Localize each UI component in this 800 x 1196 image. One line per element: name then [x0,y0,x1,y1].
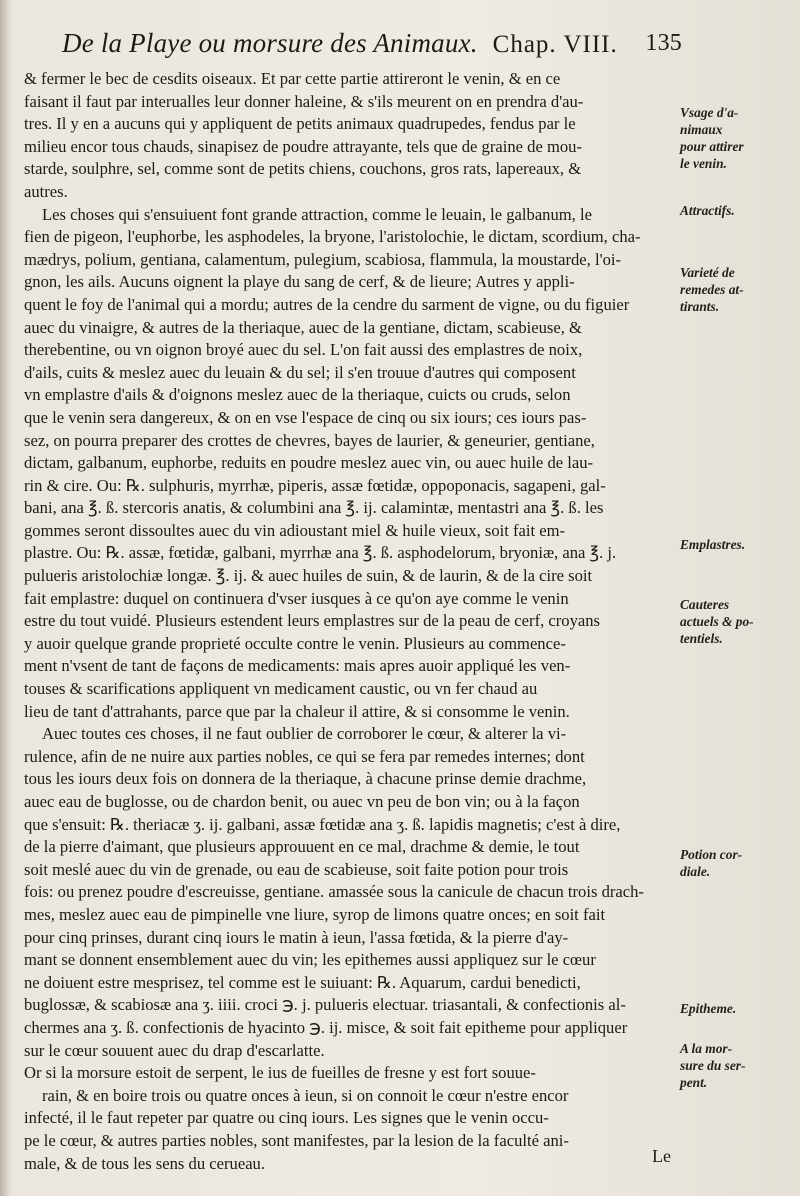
text-line: pe le cœur, & autres parties nobles, sont manifestes, par la lesion de la faculté ani- [24,1130,569,1150]
margin-note-serpent [680,1040,766,1091]
text-line: pour cinq prinses, durant cinq iours le matin à ieun, l'assa fœtida, & la pierre d'ay- [24,927,569,947]
text-line: fait emplastre: duquel on continuera d'vser iusques à ce qu'on aye comme le venin [24,588,569,608]
text-line: Auec toutes ces choses, il ne faut oublier de corroborer le cœur, & alterer la vi- [42,724,567,744]
text-line: lieu de tant d'attrahants, parce que par la chaleur il attire, & si consomme le venin. [24,701,570,721]
text-line: quent le foy de l'animal qui a mordu; autres de la cendre du sarment de vigne, ou du figuier [24,294,630,314]
margin-note-line: Attractifs. [680,203,735,218]
text-line: & fermer le bec de cesdits oiseaux. Et par cette partie attireront le venin, & en ce [24,69,561,88]
running-title: De la Playe ou morsure des Animaux. [62,28,478,58]
catchword: Le [652,1146,671,1166]
text-line: tres. Il y en a aucuns qui y appliquent de petits animaux quadrupedes, fendus par le [24,114,576,134]
text-line: bani, ana ℥. ß. stercoris anatis, & columbini ana ℥. ij. calamintæ, mentastri ana ℥. ß. les [24,498,604,518]
text-line: fois: ou prenez poudre d'escreuisse, gentiane. amassée sous la canicule de chacun trois drach- [24,882,644,902]
margin-note-variety-remedies [680,264,766,315]
margin-note-line: nimaux [680,122,723,137]
margin-note-line: sure du ser- [680,1058,746,1073]
text-line: tous les iours deux fois on donnera de la theriaque, à chacune prinse demie drachme, [24,769,587,789]
margin-note-potion-cordiale [680,846,766,880]
margin-note-line: Cauteres [680,597,730,612]
text-line: y auoir quelque grande proprieté occulte contre le venin. Plusieurs au commence- [24,633,566,653]
text-line: ment n'vsent de tant de façons de medicaments: mais apres auoir appliqué les ven- [24,656,571,676]
text-line: infecté, il le faut repeter par quatre ou cinq iours. Les signes que le venin occu- [24,1108,549,1128]
text-line: mant se donnent ensemblement auec du vin; les epithemes aussi appliquez sur le cœur [24,950,596,970]
text-line: dictam, galbanum, euphorbe, reduits en poudre meslez auec vin, ou auec huile de lau- [24,453,594,473]
margin-note-attractifs [680,202,766,219]
running-header [62,28,682,68]
margin-note-epitheme [680,1000,766,1017]
text-line: sez, on pourra preparer des crottes de chevres, bayes de laurier, & geneurier, gentiane, [24,430,595,450]
margin-note-line: A la mor- [680,1041,733,1056]
text-line: touses & scarifications appliquent vn medicament caustic, ou vn fer chaud au [24,679,538,699]
margin-note-line: diale. [680,864,711,879]
text-line: ne doiuent estre mesprisez, tel comme est le suiuant: ℞. Aquarum, cardui benedicti, [24,972,581,992]
text-line: faisant il faut par interualles leur donner haleine, & s'ils meurent on en prendra d'au- [24,91,584,111]
chapter-label: Chap. VIII. [492,31,618,58]
text-line: vn emplastre d'ails & d'oignons meslez auec de la theriaque, cuicts ou cruds, selon [24,385,571,405]
body-text [24,68,674,1175]
margin-note-line: Vsage d'a- [680,105,739,120]
margin-note-line: actuels & po- [680,614,754,629]
margin-note-line: le venin. [680,156,727,171]
text-line: autres. [24,181,68,201]
text-line: rulence, afin de ne nuire aux parties nobles, ce qui se fera par remedes internes; dont [24,746,585,766]
text-line: que le venin sera dangereux, & on en vse l'espace de cinq ou six iours; ces iours pas- [24,407,587,427]
page-gutter-shadow [0,0,10,1196]
text-line: mædrys, polium, gentiana, calamentum, pulegium, scabiosa, flammula, la moustarde, l'oi- [24,249,622,269]
text-line: mes, meslez auec eau de pimpinelle vne liure, syrop de limons quatre onces; en soit fait [24,904,606,924]
text-line: therebentine, ou vn oignon broyé auec du sel. L'on fait aussi des emplastres de noix, [24,340,583,360]
text-line: auec eau de buglosse, ou de chardon benit, ou auec vn peu de bon vin; ou à la façon [24,792,580,811]
text-line: fien de pigeon, l'euphorbe, les asphodeles, la bryone, l'aristolochie, le dictam, scordium, cha- [24,227,641,247]
text-line: Or si la morsure estoit de serpent, le ius de fueilles de fresne y est fort souue- [24,1063,536,1083]
margin-note-line: Emplastres. [680,537,746,552]
text-line: de la pierre d'aimant, que plusieurs approuuent en ce mal, drachme & demie, le tout [24,837,580,857]
margin-note-line: Varieté de [680,265,735,280]
text-line: rin & cire. Ou: ℞. sulphuris, myrrhæ, piperis, assæ fœtidæ, oppoponacis, sagapeni, gal- [24,475,606,495]
margin-note-line: remedes at- [680,282,744,297]
text-line: rain, & en boire trois ou quatre onces à ieun, si on connoit le cœur n'estre encor [42,1085,569,1105]
text-line: Les choses qui s'ensuiuent font grande attraction, comme le leuain, le galbanum, le [42,204,592,224]
text-line: male, & de tous les sens du cerueau. [24,1153,265,1173]
margin-note-line: Epitheme. [680,1001,737,1016]
text-line: estre du tout vuidé. Plusieurs estendent leurs emplastres sur de la peau de cerf, croyans [24,611,600,631]
text-line: chermes ana ʒ. ß. confectionis de hyacinto ℈. ij. misce, & soit fait epitheme pour appliquer [24,1017,628,1037]
text-line: starde, soulphre, sel, comme sont de petits chiens, couchons, gros rats, lapereaux, & [24,159,582,179]
text-line: buglossæ, & scabiosæ ana ʒ. iiii. croci ℈. j. pulueris electuar. triasantali, & confectionis al- [24,995,626,1015]
margin-note-line: Potion cor- [680,847,743,862]
margin-note-line: pent. [680,1075,708,1090]
text-line: auec du vinaigre, & autres de la theriaque, auec de la gentiane, dictam, scabieuse, & [24,317,582,337]
margin-note-usage-animals [680,104,766,172]
margin-note-line: tentiels. [680,631,723,646]
text-line: plastre. Ou: ℞. assæ, fœtidæ, galbani, myrrhæ ana ℥. ß. asphodelorum, bryoniæ, ana ℥. j. [24,543,617,563]
text-line: que s'ensuit: ℞. theriacæ ʒ. ij. galbani, assæ fœtidæ ana ʒ. ß. lapidis magnetis; c'est à dire, [24,814,621,834]
text-line: gommes seront dissoultes auec du vin adioustant miel & huile vieux, soit fait em- [24,520,566,540]
text-line: sur le cœur souuent auec du drap d'escarlatte. [24,1040,325,1060]
margin-note-emplastres [680,536,766,553]
page-number: 135 [645,30,682,56]
margin-note-cauteres [680,596,766,647]
text-line: soit meslé auec du vin de grenade, ou eau de scabieuse, soit faite potion pour trois [24,859,569,879]
margin-note-line: tirants. [680,299,720,314]
text-line: d'ails, cuits & meslez auec du leuain & du sel; il s'en trouue d'autres qui composent [24,362,576,382]
text-line: pulueris aristolochiæ longæ. ℥. ij. & auec huiles de suin, & de laurin, & de la cire soit [24,566,593,586]
text-line: milieu encor tous chauds, sinapisez de poudre attrayante, tels que de graine de mou- [24,136,583,156]
text-line: gnon, les ails. Aucuns oignent la playe du sang de cerf, & de lieure; Autres y appli- [24,272,575,292]
margin-note-line: pour attirer [680,139,744,154]
